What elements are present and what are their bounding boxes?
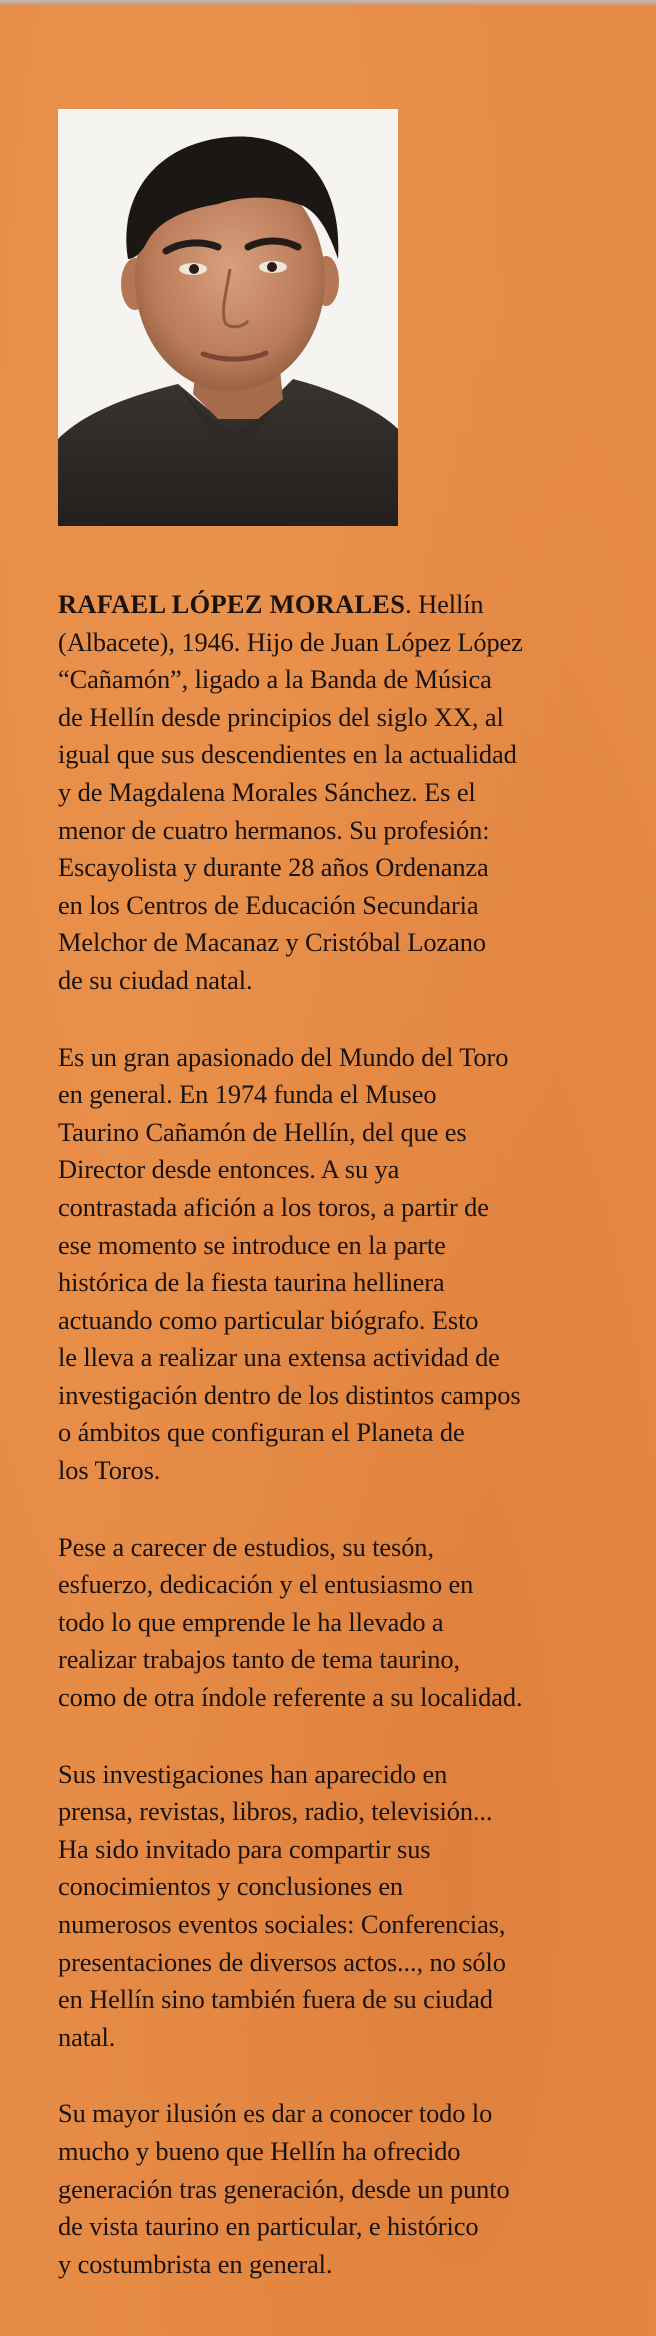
bio-paragraph-1 (58, 586, 604, 1000)
author-portrait (58, 109, 398, 526)
author-biography (58, 586, 604, 2322)
bio-paragraph-3: Pese a carecer de estudios, su tesón, esfuerzo, dedicación y el entusiasmo en todo lo que emprende le ha llevado a realizar trabajos tanto de tema taurino, como de otra índole referente a su localidad. (58, 1531, 523, 1713)
author-name: RAFAEL LÓPEZ MORALES (58, 589, 406, 619)
bio-paragraph-1-text: . Hellín (Albacete), 1946. Hijo de Juan López López “Cañamón”, ligado a la Banda de Música de Hellín desde principios del siglo XX, al igual que sus descendientes en la actualidad y de Magdalena Morales Sánchez. Es el menor de cuatro hermanos. Su profesión: Escayolista y durante 28 años Ordenanza en los Centros de Educación Secundaria Melchor de Macanaz y Cristóbal Lozano de su ciudad natal. (58, 589, 523, 995)
bio-paragraph-5: Su mayor ilusión es dar a conocer todo lo mucho y bueno que Hellín ha ofrecido generación tras generación, desde un punto de vista taurino en particular, e histórico y costumbrista en general. (58, 2098, 510, 2279)
bio-paragraph-2: Es un gran apasionado del Mundo del Toro en general. En 1974 funda el Museo Taurino Cañamón de Hellín, del que es Director desde entonces. A su ya contrastada afición a los toros, a partir de ese momento se introduce en la parte histórica de la fiesta taurina hellinera actuando como particular biógrafo. Esto le lleva a realizar una extensa actividad de investigación dentro de los distintos campos o ámbitos que configuran el Planeta de los Toros. (58, 1041, 521, 1486)
scan-top-edge (0, 0, 656, 6)
man-portrait-photo-icon (58, 109, 398, 526)
bio-paragraph-4: Sus investigaciones han aparecido en prensa, revistas, libros, radio, televisión... Ha sido invitado para compartir sus conocimientos y conclusiones en numerosos eventos sociales: Conferencias, presentaciones de diversos actos..., no sólo en Hellín sino también fuera de su ciudad natal. (58, 1758, 506, 2052)
